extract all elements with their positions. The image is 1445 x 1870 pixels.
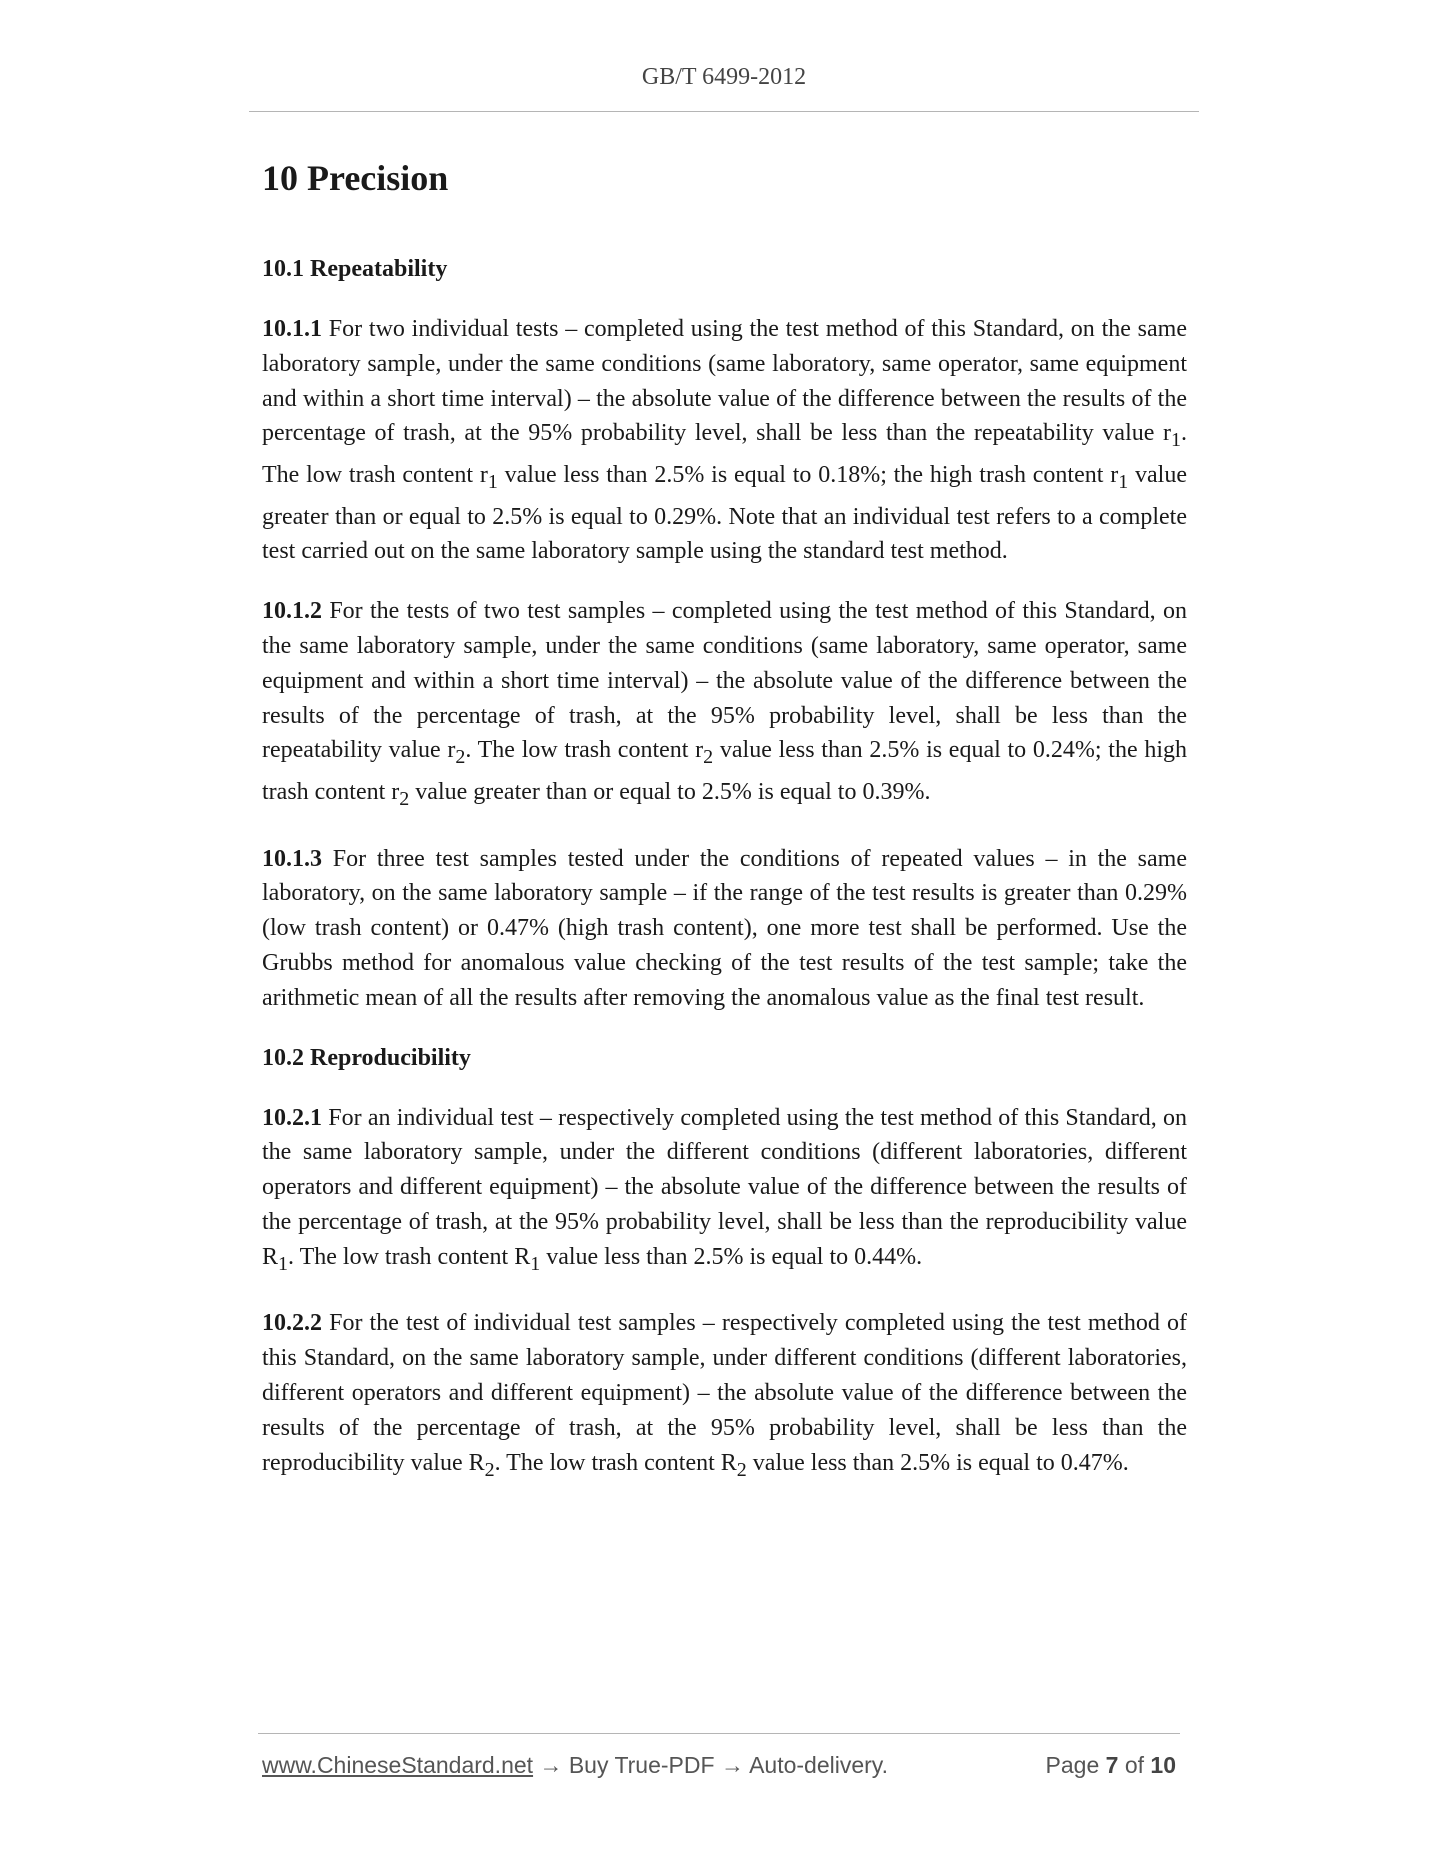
clause-10-2-2: 10.2.2 For the test of individual test samples – respectively completed using the test method of this Standard, on the same laboratory sample, under different conditions (different laboratories, different operators and different equipment) – the absolute value of the difference between the results of the percentage of trash, at the 95% probability level, shall be less than the reproducibility value $R_2$. The low trash content $R_2$ value less than 2.5% is equal to 0.47%. — [262, 1310, 1187, 1481]
auto-delivery-text: Auto-delivery. — [749, 1752, 888, 1778]
clause-10-1-3: 10.1.3 For three test samples tested under the conditions of repeated values – in the same laboratory, on the same laboratory sample – if the range of the test results is greater than 0.29% (low trash content) or 0.47% (high trash content), one more test shall be performed. Use the Grubbs method for anomalous value checking of the test results of the test sample; take the arithmetic mean of all the results after removing the anomalous value as the final test result. — [262, 845, 1187, 1011]
clause-10-1-1: 10.1.1 For two individual tests – completed using the test method of this Standard, on the same laboratory sample, under the same conditions (same laboratory, same operator, same equipment and within a short time interval) – the absolute value of the difference between the results of the percentage of trash, at the 95% probability level, shall be less than the repeatability value $r_1$. The low trash content $r_1$ value less than 2.5% is equal to 0.18%; the high trash content $r_1$ value greater than or equal to 2.5% is equal to 0.29%. Note that an individual test refers to a complete test carried out on the same laboratory sample using the standard test method. — [262, 316, 1187, 565]
current-page: 7 — [1105, 1752, 1119, 1778]
header-divider — [249, 111, 1199, 112]
total-pages: 10 — [1150, 1752, 1176, 1778]
clause-number: 10.1.3 — [262, 845, 322, 872]
clause-10-1-2: 10.1.2 For the tests of two test samples – completed using the test method of this Standard, on the same laboratory sample, under the same conditions (same laboratory, same operator, same equipment and within a short time interval) – the absolute value of the difference between the results of the percentage of trash, at the 95% probability level, shall be less than the repeatability value $r_2$. The low trash content $r_2$ value less than 2.5% is equal to 0.24%; the high trash content $r_2$ value greater than or equal to 2.5% is equal to 0.39%. — [262, 598, 1187, 810]
clause-number: 10.1.2 — [262, 598, 322, 625]
clause-number: 10.2.2 — [262, 1310, 322, 1337]
clause-number: 10.1.1 — [262, 316, 322, 342]
page-number: Page 7 of 10 — [1045, 1752, 1176, 1778]
arrow-right-icon: → — [714, 1752, 750, 1778]
clause-number: 10.2.1 — [262, 1104, 322, 1131]
page-footer — [262, 1752, 1184, 1779]
section-title: 10 Precision — [262, 158, 449, 198]
page-content — [262, 150, 1187, 1512]
subsection-title-reproducibility: 10.2 Reproducibility — [262, 1044, 471, 1071]
document-code-header: GB/T 6499-2012 — [641, 64, 807, 90]
clause-10-2-1: 10.2.1 For an individual test – respectively completed using the test method of this Standard, on the same laboratory sample, under the different conditions (different laboratories, different operators and different equipment) – the absolute value of the difference between the results of the percentage of trash, at the 95% probability level, shall be less than the reproducibility value $R_1$. The low trash content $R_1$ value less than 2.5% is equal to 0.44%. — [262, 1104, 1187, 1275]
buy-pdf-text: Buy True-PDF — [568, 1752, 715, 1778]
website-link[interactable]: www.ChineseStandard.net — [262, 1752, 534, 1778]
subsection-title-repeatability: 10.1 Repeatability — [262, 256, 448, 282]
footer-divider — [258, 1733, 1180, 1734]
arrow-right-icon: → — [533, 1752, 569, 1778]
